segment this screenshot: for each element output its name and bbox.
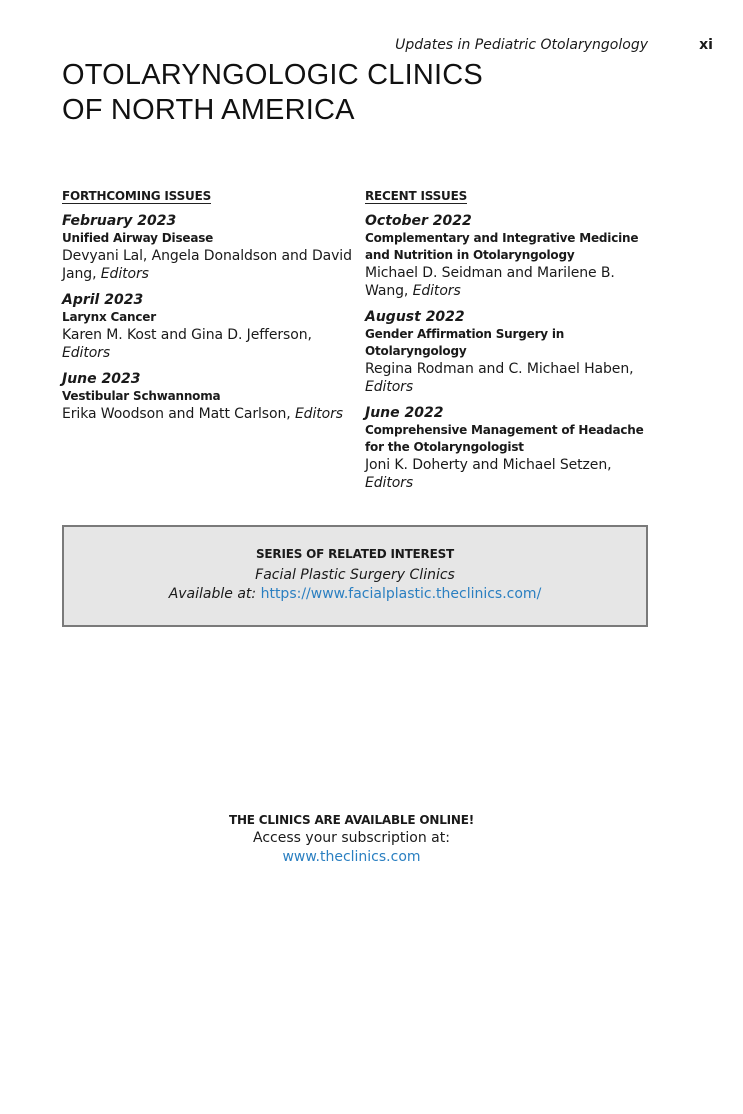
issue-topic-line: Comprehensive Management of Headache (365, 423, 644, 437)
issue-editors (62, 405, 352, 423)
related-interest-box (62, 525, 648, 627)
issue-date: April 2023 (62, 292, 144, 308)
issue-editors (62, 326, 352, 362)
issue-editors-text: Wang, (365, 283, 409, 299)
issue-editors-line (365, 474, 655, 492)
online-heading: THE CLINICS ARE AVAILABLE ONLINE! (228, 813, 475, 827)
issue-date: October 2022 (365, 213, 472, 229)
related-availability (64, 585, 646, 604)
editors-label: Editors (62, 345, 111, 361)
editors-label: Editors (365, 379, 414, 395)
issue-editors-line: Regina Rodman and C. Michael Haben, (365, 361, 634, 377)
issue-editors-line: Joni K. Doherty and Michael Setzen, (365, 457, 612, 473)
issue-editors-line: Michael D. Seidman and Marilene B. (365, 265, 615, 281)
issue-entry (62, 212, 352, 283)
recent-issues-heading: RECENT ISSUES (365, 189, 468, 203)
recent-issues-column (365, 185, 655, 500)
issue-date: June 2023 (62, 371, 141, 387)
editors-label: Editors (365, 475, 414, 491)
issue-editors (365, 456, 655, 492)
journal-title-line-1: OTOLARYNGOLOGIC CLINICS (62, 59, 483, 91)
issue-editors-line (62, 344, 352, 362)
issue-topic (365, 422, 655, 456)
issue-topic (365, 326, 655, 360)
issue-date: February 2023 (62, 213, 177, 229)
issue-editors-line (365, 378, 655, 396)
issue-entry (365, 212, 655, 300)
issue-topic (62, 309, 352, 326)
issue-editors (365, 264, 655, 300)
related-interest-heading: SERIES OF RELATED INTEREST (255, 547, 455, 561)
issue-editors (365, 360, 655, 396)
issue-editors (62, 247, 352, 283)
issue-entry (62, 370, 352, 423)
forthcoming-issues-heading: FORTHCOMING ISSUES (62, 189, 212, 203)
issue-topic-line: Otolaryngology (365, 344, 467, 358)
issue-editors-text: Erika Woodson and Matt Carlson, (62, 406, 291, 422)
issue-topic-line: Unified Airway Disease (62, 231, 214, 245)
issue-topic (62, 230, 352, 247)
issue-date: June 2022 (365, 405, 444, 421)
editors-label: Editors (100, 266, 149, 282)
issue-editors-line (62, 265, 352, 283)
issue-topic (365, 230, 655, 264)
editors-label: Editors (412, 283, 461, 299)
journal-title (62, 58, 702, 128)
issue-entry (365, 308, 655, 396)
issue-topic-line: and Nutrition in Otolaryngology (365, 248, 575, 262)
issue-editors-line (62, 405, 352, 423)
facial-plastic-link[interactable]: https://www.facialplastic.theclinics.com/ (260, 586, 542, 602)
issue-editors-line: Devyani Lal, Angela Donaldson and David (62, 248, 352, 264)
running-header (0, 37, 743, 55)
issue-topic-line: Gender Affirmation Surgery in (365, 327, 565, 341)
editors-label: Editors (294, 406, 343, 422)
issue-topic-line: Complementary and Integrative Medicine (365, 231, 639, 245)
online-subscription-text: Access your subscription at: (253, 830, 450, 846)
journal-title-line-2: OF NORTH AMERICA (62, 94, 355, 126)
issue-topic (62, 388, 352, 405)
issue-editors-text: Jang, (62, 266, 97, 282)
theclinics-link[interactable]: www.theclinics.com (282, 849, 421, 865)
running-title: Updates in Pediatric Otolaryngology (395, 37, 648, 53)
issue-editors-line (365, 282, 655, 300)
issue-entry (365, 404, 655, 492)
available-at-label: Available at: (168, 586, 257, 602)
related-clinic-name: Facial Plastic Surgery Clinics (255, 567, 455, 583)
online-availability (0, 811, 703, 867)
issue-editors-line: Karen M. Kost and Gina D. Jefferson, (62, 327, 312, 343)
issue-date: August 2022 (365, 309, 465, 325)
forthcoming-issues-column (62, 185, 352, 431)
issue-entry (62, 291, 352, 362)
page-number: xi (699, 37, 713, 53)
issue-topic-line: Vestibular Schwannoma (62, 389, 221, 403)
issue-topic-line: for the Otolaryngologist (365, 440, 524, 454)
issue-topic-line: Larynx Cancer (62, 310, 156, 324)
